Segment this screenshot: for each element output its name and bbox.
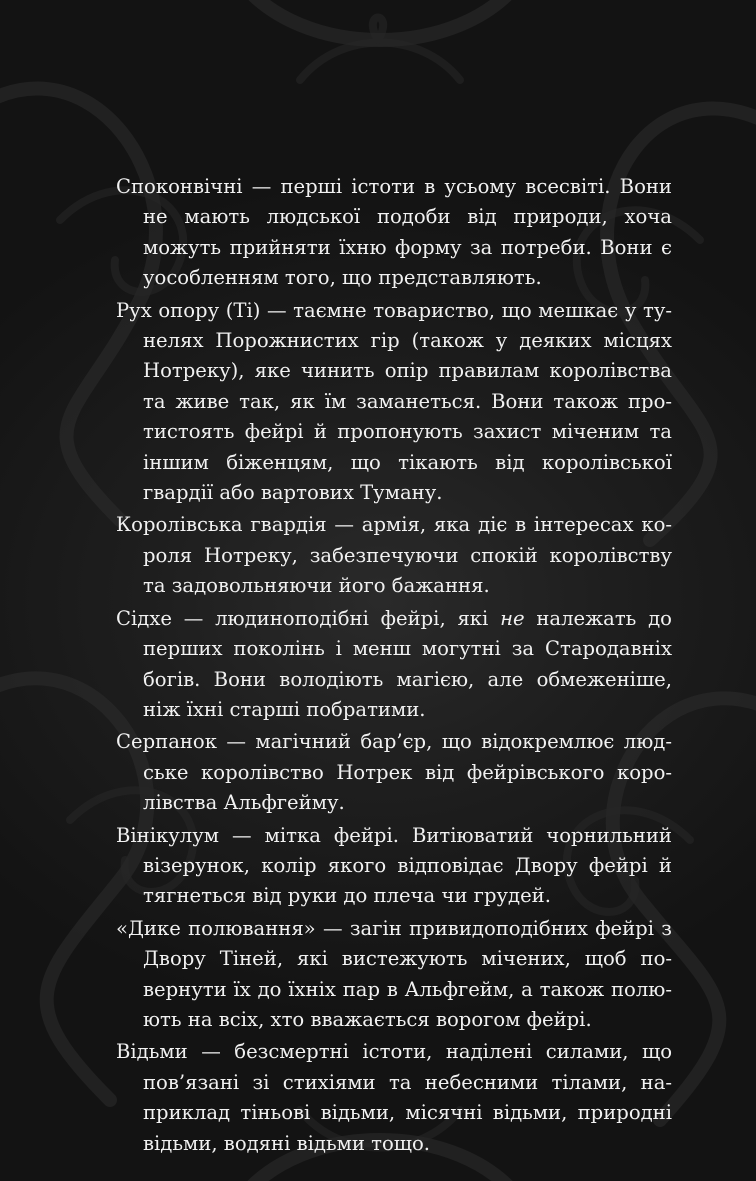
glossary-entry: Рух опору (Ті) — таємне товариство, що мешкає у тунелях Порожнистих гір (також у деяких місцях Нотреку), яке чинить опір правилам королівства та живе так, як їм заманеться. Вони також протистоять фейрі й пропонують захист міченим та іншим біженцям, що тікають від королівської гвардії або вартових Туману. xyxy=(116,298,672,505)
emphasis-italic: не xyxy=(500,606,525,630)
glossary-entry: Сідхе — людиноподібні фейрі, які не належать до перших поколінь і менш могутні за Стародавніх богів. Вони володіють магією, але обмеженіше, ніж їхні старші побратими. xyxy=(116,606,672,721)
glossary-entry: Вінікулум — мітка фейрі. Витіюватий чорнильний візерунок, колір якого відповідає Двору фейрі й тягнеться від руки до плеча чи грудей. xyxy=(116,823,672,908)
glossary-entry: «Дике полювання» — загін привидоподібних фейрі з Двору Тіней, які вистежують мічених, щоб повернути їх до їхніх пар в Альфгейм, а також полюють на всіх, хто вважається ворогом фейрі. xyxy=(116,916,672,1031)
glossary-entry: Відьми — безсмертні істоти, наділені силами, що пов’язані зі стихіями та небесними тілами, наприклад тіньові відьми, місячні відьми, природні відьми, водяні відьми тощо. xyxy=(116,1040,672,1155)
glossary-entry: Королівська гвардія — армія, яка діє в інтересах короля Нотреку, забезпечуючи спокій королівству та задовольняючи його бажання. xyxy=(116,513,672,598)
glossary-entry: Серпанок — магічний бар’єр, що відокремлює людське королівство Нотрек від фейрівського королівства Альфгейму. xyxy=(116,730,672,815)
glossary-entry: Споконвічні — перші істоти в усьому всесвіті. Вони не мають людської подоби від природи, хоча можуть прийняти їхню форму за потреби. Вони є уособленням того, що представляють. xyxy=(116,175,672,290)
glossary-list xyxy=(116,172,672,1161)
